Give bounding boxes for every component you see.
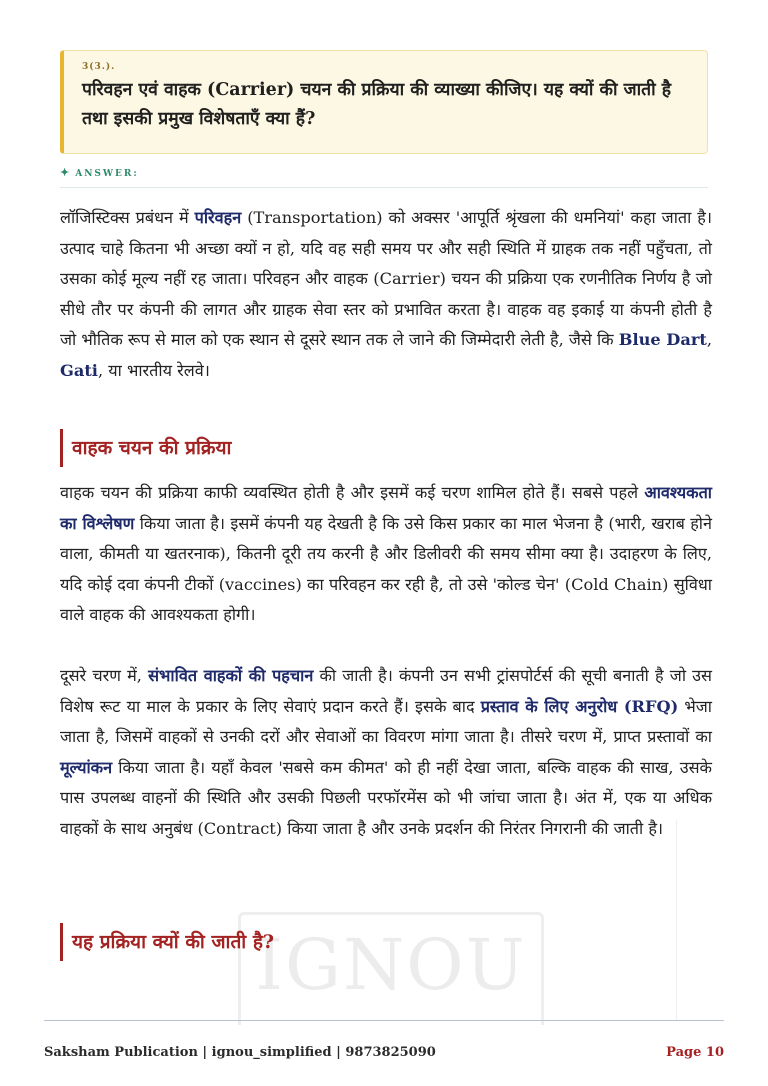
intro-text-2: (Transportation) को अक्सर 'आपूर्ति श्रृंखला की धमनियां' कहा जाता है। उत्पाद चाहे कितना भी अच्छा क्यों न हो, यदि वह सही समय पर और सही स्थिति में ग्राहक तक नहीं पहुँचता, तो उसका कोई मूल्य नहीं रह जाता। परिवहन और वाहक (Carrier) चयन की प्रक्रिया एक रणनीतिक निर्णय है जो सीधे तौर पर कंपनी की लागत और ग्राहक सेवा स्तर को प्रभावित करता है। वाहक वह इकाई या कंपनी होती है जो भौतिक रूप से माल को एक स्थान से दूसरे स्थान तक ले जाने की जिम्मेदारी लेती है, जैसे कि: [60, 208, 712, 350]
process-paragraph-2: [60, 661, 712, 845]
question-box: [60, 50, 708, 154]
para2-text-2: किया जाता है। इसमें कंपनी यह देखती है कि उसे किस प्रकार का माल भेजना है (भारी, खराब होने वाला, कीमती या खतरनाक), कितनी दूरी तय करनी है और डिलीवरी की समय सीमा क्या है। उदाहरण के लिए, यदि कोई दवा कंपनी टीकों (vaccines) का परिवहन कर रही है, तो उसे 'कोल्ड चेन' (Cold Chain) सुविधा वाले वाहक की आवश्यकता होगी।: [60, 513, 712, 625]
para3-bold-rfq: प्रस्ताव के लिए अनुरोध (RFQ): [480, 696, 679, 716]
answer-label: [60, 166, 139, 179]
para3-text-2: की जाती है। कंपनी उन सभी ट्रांसपोर्टर्स की सूची बनाती है जो उस विशेष रूट या माल के प्रकार के लिए सेवाएं प्रदान करते हैं। इसके बाद: [60, 666, 712, 716]
process-paragraph-1: [60, 478, 712, 631]
intro-bold-bluedart: Blue Dart: [618, 330, 707, 350]
footer-publisher: Saksham Publication | ignou_simplified | 9873825090: [44, 1045, 436, 1060]
intro-bold-transport: परिवहन: [194, 208, 242, 227]
answer-label-text: ANSWER:: [75, 169, 139, 179]
question-text: [82, 76, 689, 134]
section-heading-carrier-selection: वाहक चयन की प्रक्रिया: [60, 429, 700, 467]
margin-line: [676, 820, 677, 1020]
intro-text-3: ,: [706, 330, 712, 350]
para3-text-1: दूसरे चरण में,: [60, 666, 149, 685]
page-number: Page 10: [666, 1045, 724, 1060]
intro-text-4: , या भारतीय रेलवे।: [97, 360, 210, 380]
para3-text-3: भेजा जाता है, जिसमें वाहकों से उनकी दरों और सेवाओं का विवरण मांगा जाता है। तीसरे चरण में, प्राप्त प्रस्तावों का: [60, 696, 712, 747]
answer-divider: [60, 187, 708, 188]
para2-text-1: वाहक चयन की प्रक्रिया काफी व्यवस्थित होती है और इसमें कई चरण शामिल होते हैं। सबसे पहले: [60, 483, 645, 502]
para2-bold-need-analysis: आवश्यकता का विश्लेषण: [60, 483, 712, 533]
para3-bold-identification: संभावित वाहकों की पहचान: [148, 666, 314, 685]
para3-text-4: किया जाता है। यहाँ केवल 'सबसे कम कीमत' को ही नहीं देखा जाता, बल्कि वाहक की साख, उसके पास उपलब्ध वाहनों की स्थिति और उसकी पिछली परफॉरमेंस को भी जांचा जाता है। अंत में, एक या अधिक वाहकों के साथ अनुबंध (Contract) किया जाता है और उनके प्रदर्शन की निरंतर निगरानी की जाती है।: [60, 757, 712, 838]
intro-paragraph: [60, 203, 712, 387]
question-number: 3(3.).: [82, 62, 116, 72]
intro-bold-gati: Gati: [60, 360, 98, 380]
section-heading-why: यह प्रक्रिया क्यों की जाती है?: [60, 923, 700, 961]
watermark-sub: [281, 1003, 476, 1025]
sparkle-icon: ✦: [60, 166, 72, 179]
watermark-main: IGNOU: [255, 924, 527, 1006]
intro-text-1: लॉजिस्टिक्स प्रबंधन में: [60, 208, 195, 227]
para3-bold-evaluation: मूल्यांकन: [60, 757, 113, 777]
question-line-1: परिवहन एवं वाहक (Carrier) चयन की प्रक्रिया की व्याख्या कीजिए। यह क्यों की जाती: [82, 80, 656, 100]
question-line-2: है तथा इसकी प्रमुख विशेषताएँ क्या हैं?: [82, 80, 672, 129]
footer-divider: [44, 1020, 724, 1021]
